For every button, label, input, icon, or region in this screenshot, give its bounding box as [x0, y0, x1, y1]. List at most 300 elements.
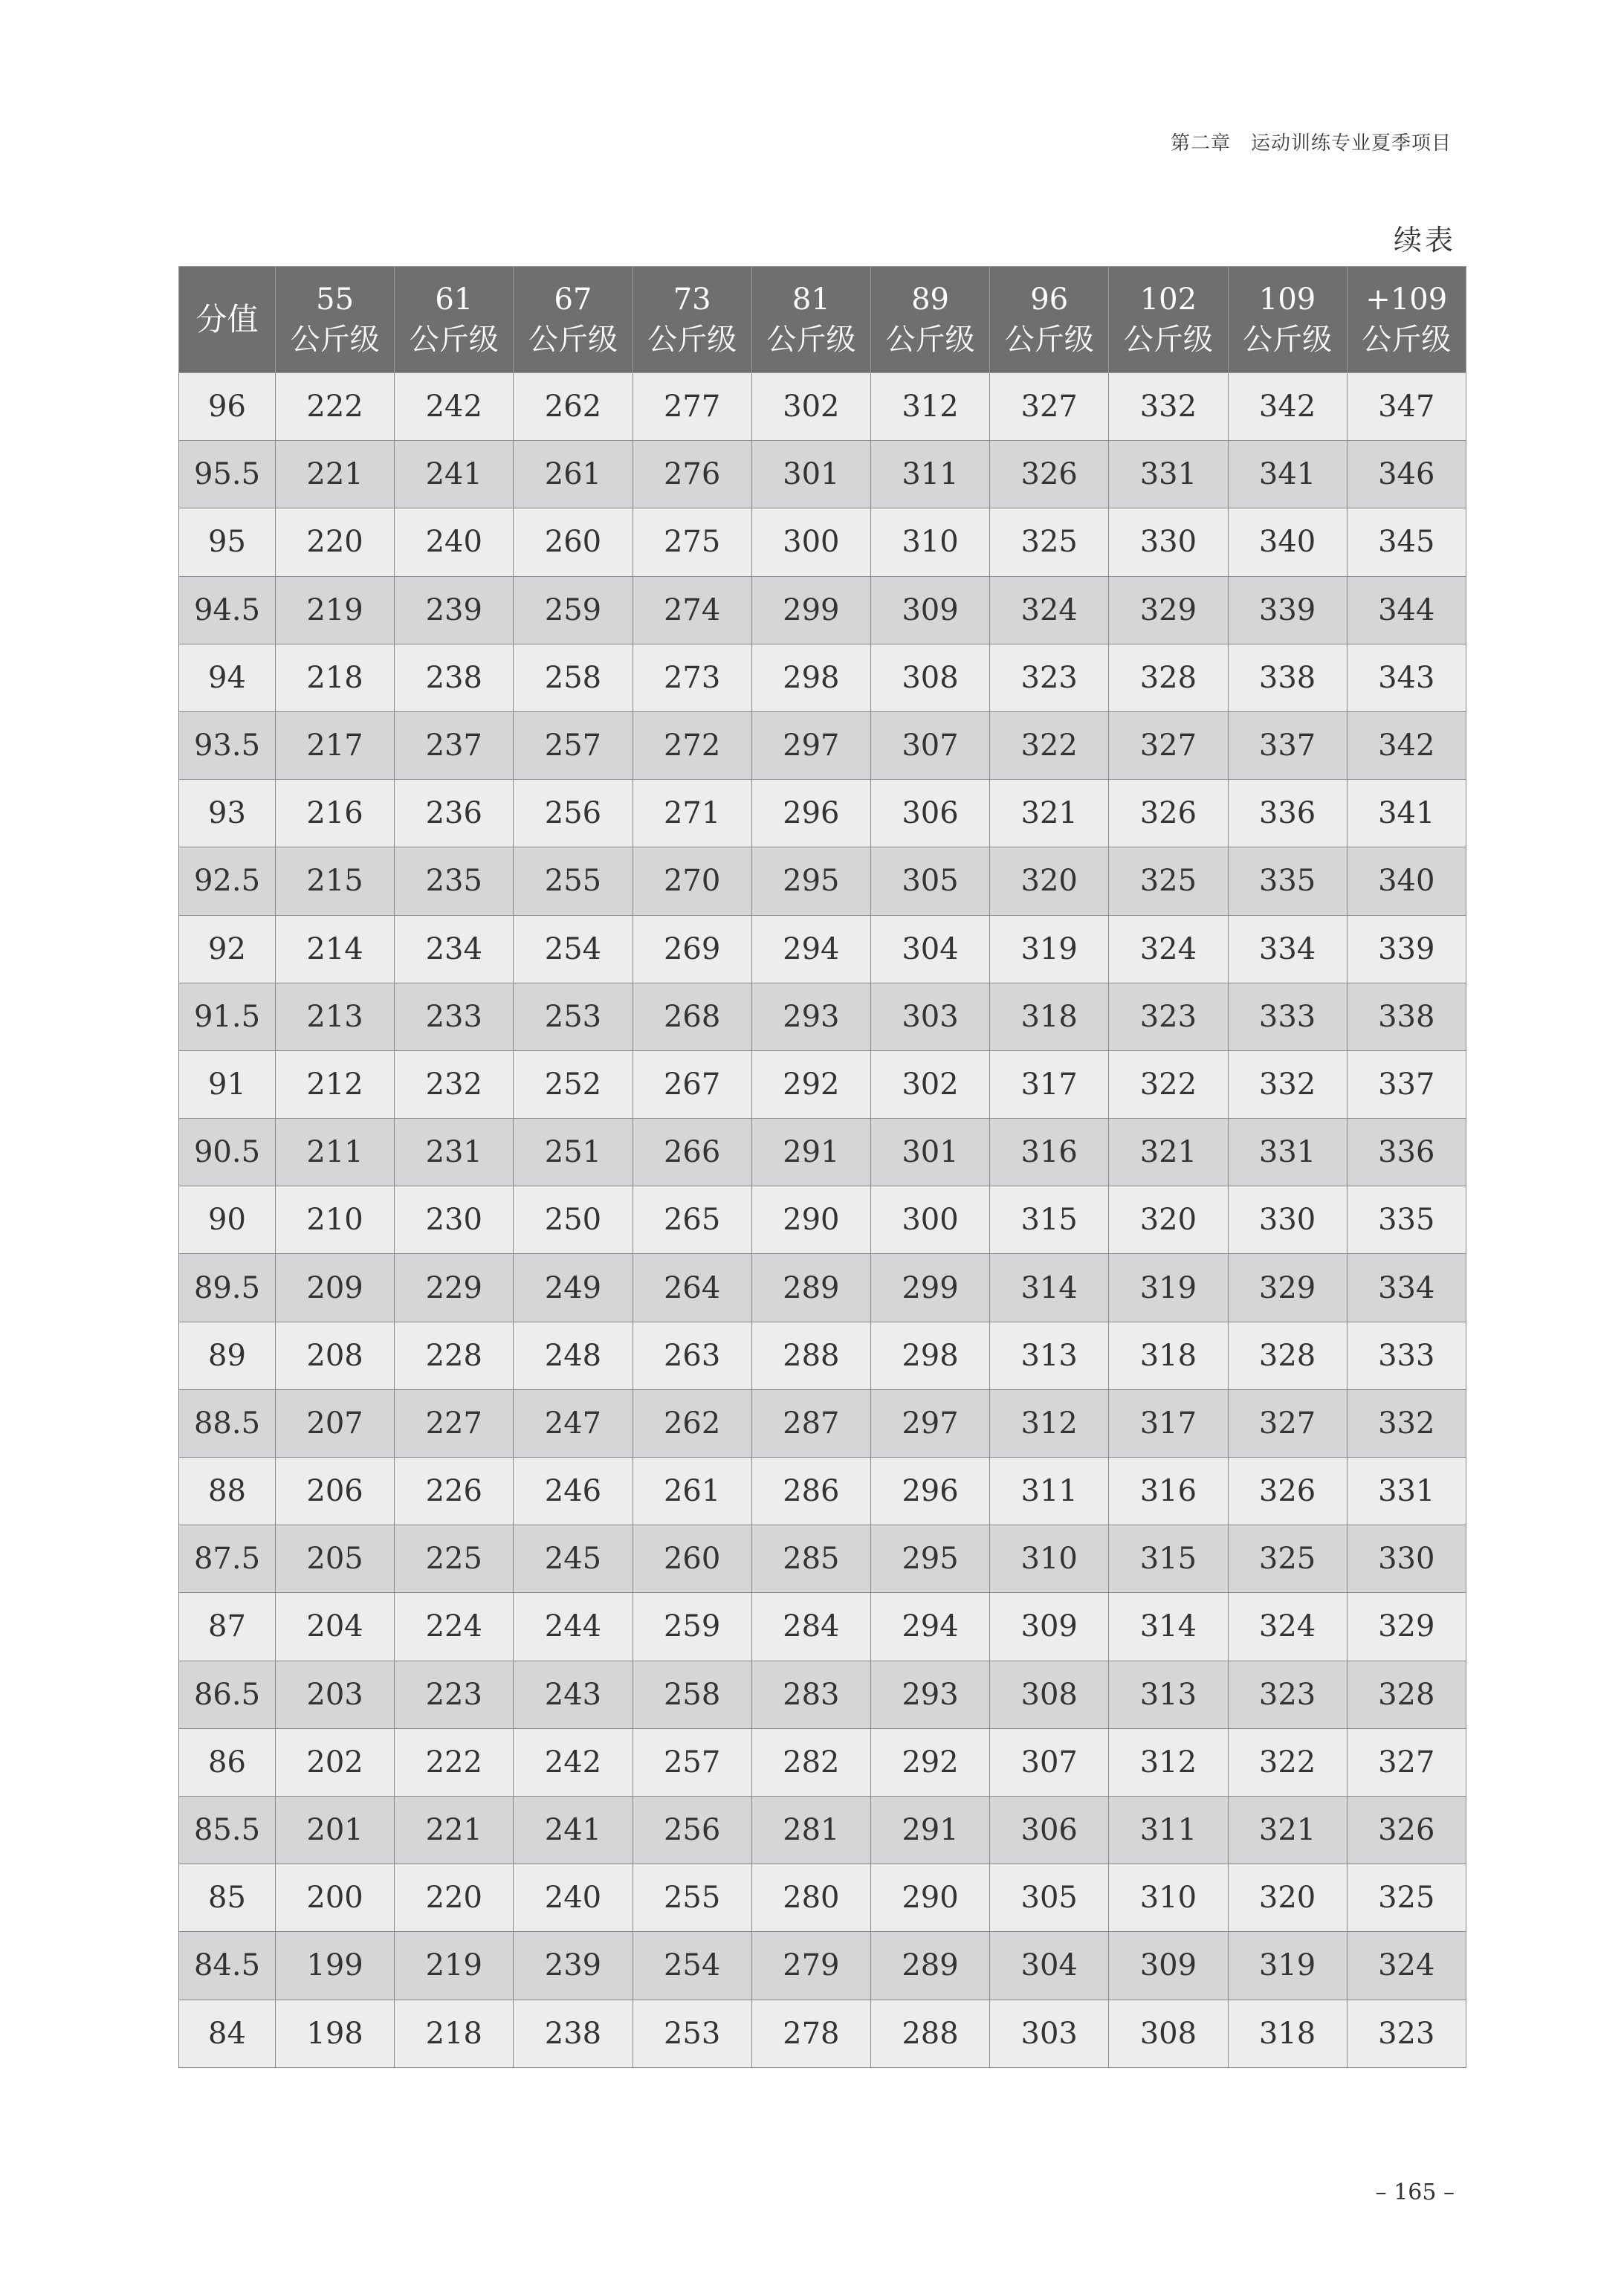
table-row: [179, 711, 1466, 779]
value-cell: 293: [751, 983, 870, 1050]
value-cell: 232: [395, 1050, 514, 1118]
value-cell: 312: [1109, 1728, 1228, 1796]
value-cell: 345: [1347, 508, 1466, 576]
table-row: [179, 508, 1466, 576]
table-row: [179, 1728, 1466, 1796]
value-cell: 331: [1347, 1458, 1466, 1525]
value-cell: 247: [514, 1389, 633, 1457]
value-cell: 321: [1109, 1119, 1228, 1186]
value-cell: 332: [1228, 1050, 1347, 1118]
value-cell: 334: [1347, 1254, 1466, 1322]
value-cell: 219: [395, 1932, 514, 2000]
value-cell: 263: [633, 1322, 751, 1389]
table-header-row: [179, 267, 1466, 373]
value-cell: 295: [751, 847, 870, 915]
value-cell: 242: [395, 373, 514, 441]
value-cell: 324: [1228, 1593, 1347, 1661]
value-cell: 338: [1347, 983, 1466, 1050]
column-unit: 公斤级: [1004, 323, 1094, 357]
value-cell: 320: [1109, 1186, 1228, 1254]
value-cell: 319: [1228, 1932, 1347, 2000]
value-cell: 312: [870, 373, 989, 441]
table-row: [179, 2000, 1466, 2067]
value-cell: 307: [870, 711, 989, 779]
score-cell: 93.5: [179, 711, 276, 779]
value-cell: 261: [514, 441, 633, 508]
value-cell: 326: [990, 441, 1109, 508]
column-weight: +109: [1365, 282, 1448, 317]
value-cell: 327: [1347, 1728, 1466, 1796]
value-cell: 331: [1109, 441, 1228, 508]
value-cell: 202: [276, 1728, 395, 1796]
column-weight: 102: [1139, 282, 1197, 317]
column-weight: 61: [435, 282, 473, 317]
page-number: – 165 –: [1375, 2179, 1455, 2205]
value-cell: 199: [276, 1932, 395, 2000]
value-cell: 277: [633, 373, 751, 441]
value-cell: 269: [633, 915, 751, 983]
value-cell: 243: [514, 1661, 633, 1728]
value-cell: 302: [751, 373, 870, 441]
value-cell: 236: [395, 780, 514, 847]
value-cell: 297: [751, 711, 870, 779]
value-cell: 244: [514, 1593, 633, 1661]
value-cell: 228: [395, 1322, 514, 1389]
value-cell: 306: [990, 1796, 1109, 1864]
value-cell: 319: [990, 915, 1109, 983]
value-cell: 264: [633, 1254, 751, 1322]
value-cell: 309: [870, 576, 989, 644]
value-cell: 301: [751, 441, 870, 508]
score-cell: 88: [179, 1458, 276, 1525]
column-header: [1109, 267, 1228, 373]
table-row: [179, 1525, 1466, 1593]
value-cell: 342: [1347, 711, 1466, 779]
value-cell: 280: [751, 1864, 870, 1932]
table-row: [179, 1322, 1466, 1389]
value-cell: 298: [751, 644, 870, 711]
table-row: [179, 847, 1466, 915]
table-row: [179, 1864, 1466, 1932]
value-cell: 231: [395, 1119, 514, 1186]
value-cell: 283: [751, 1661, 870, 1728]
value-cell: 285: [751, 1525, 870, 1593]
value-cell: 241: [514, 1796, 633, 1864]
table-row: [179, 576, 1466, 644]
value-cell: 289: [751, 1254, 870, 1322]
value-cell: 316: [990, 1119, 1109, 1186]
value-cell: 260: [514, 508, 633, 576]
value-cell: 311: [1109, 1796, 1228, 1864]
score-cell: 95: [179, 508, 276, 576]
value-cell: 291: [751, 1119, 870, 1186]
value-cell: 297: [870, 1389, 989, 1457]
value-cell: 274: [633, 576, 751, 644]
value-cell: 235: [395, 847, 514, 915]
score-cell: 86: [179, 1728, 276, 1796]
value-cell: 220: [276, 508, 395, 576]
column-weight: 109: [1258, 282, 1316, 317]
score-cell: 92.5: [179, 847, 276, 915]
score-cell: 89: [179, 1322, 276, 1389]
value-cell: 329: [1228, 1254, 1347, 1322]
score-cell: 90: [179, 1186, 276, 1254]
value-cell: 315: [990, 1186, 1109, 1254]
column-unit: 公斤级: [1243, 323, 1333, 357]
value-cell: 322: [1109, 1050, 1228, 1118]
score-cell: 85.5: [179, 1796, 276, 1864]
value-cell: 315: [1109, 1525, 1228, 1593]
value-cell: 347: [1347, 373, 1466, 441]
value-cell: 261: [633, 1458, 751, 1525]
score-table: [178, 266, 1466, 2068]
value-cell: 328: [1347, 1661, 1466, 1728]
value-cell: 282: [751, 1728, 870, 1796]
value-cell: 318: [1109, 1322, 1228, 1389]
column-weight: 96: [1030, 282, 1069, 317]
value-cell: 309: [1109, 1932, 1228, 2000]
value-cell: 337: [1347, 1050, 1466, 1118]
score-cell: 87.5: [179, 1525, 276, 1593]
column-weight: 89: [911, 282, 949, 317]
column-header: [276, 267, 395, 373]
value-cell: 335: [1347, 1186, 1466, 1254]
score-cell: 90.5: [179, 1119, 276, 1186]
value-cell: 335: [1228, 847, 1347, 915]
value-cell: 319: [1109, 1254, 1228, 1322]
value-cell: 207: [276, 1389, 395, 1457]
value-cell: 333: [1228, 983, 1347, 1050]
table-row: [179, 1389, 1466, 1457]
value-cell: 275: [633, 508, 751, 576]
value-cell: 310: [990, 1525, 1109, 1593]
value-cell: 218: [395, 2000, 514, 2067]
value-cell: 286: [751, 1458, 870, 1525]
value-cell: 248: [514, 1322, 633, 1389]
value-cell: 306: [870, 780, 989, 847]
value-cell: 240: [395, 508, 514, 576]
value-cell: 316: [1109, 1458, 1228, 1525]
value-cell: 201: [276, 1796, 395, 1864]
column-unit: 公斤级: [409, 323, 499, 357]
column-header: [990, 267, 1109, 373]
value-cell: 339: [1228, 576, 1347, 644]
column-unit: 公斤级: [1362, 323, 1452, 357]
value-cell: 322: [1228, 1728, 1347, 1796]
value-cell: 252: [514, 1050, 633, 1118]
value-cell: 266: [633, 1119, 751, 1186]
value-cell: 260: [633, 1525, 751, 1593]
value-cell: 301: [870, 1119, 989, 1186]
value-cell: 310: [870, 508, 989, 576]
column-unit: 公斤级: [647, 323, 737, 357]
table-row: [179, 915, 1466, 983]
value-cell: 323: [990, 644, 1109, 711]
value-cell: 288: [870, 2000, 989, 2067]
value-cell: 222: [276, 373, 395, 441]
value-cell: 216: [276, 780, 395, 847]
score-cell: 87: [179, 1593, 276, 1661]
value-cell: 302: [870, 1050, 989, 1118]
value-cell: 233: [395, 983, 514, 1050]
value-cell: 225: [395, 1525, 514, 1593]
value-cell: 295: [870, 1525, 989, 1593]
score-cell: 85: [179, 1864, 276, 1932]
value-cell: 294: [751, 915, 870, 983]
value-cell: 309: [990, 1593, 1109, 1661]
value-cell: 237: [395, 711, 514, 779]
value-cell: 290: [870, 1864, 989, 1932]
value-cell: 308: [870, 644, 989, 711]
value-cell: 234: [395, 915, 514, 983]
value-cell: 215: [276, 847, 395, 915]
column-weight: 73: [673, 282, 711, 317]
value-cell: 245: [514, 1525, 633, 1593]
corner-label: 分值: [179, 267, 276, 373]
value-cell: 272: [633, 711, 751, 779]
value-cell: 253: [514, 983, 633, 1050]
value-cell: 238: [514, 2000, 633, 2067]
value-cell: 332: [1347, 1389, 1466, 1457]
value-cell: 330: [1228, 1186, 1347, 1254]
score-cell: 88.5: [179, 1389, 276, 1457]
value-cell: 298: [870, 1322, 989, 1389]
score-cell: 86.5: [179, 1661, 276, 1728]
column-header: [514, 267, 633, 373]
value-cell: 208: [276, 1322, 395, 1389]
table-row: [179, 1050, 1466, 1118]
value-cell: 325: [1347, 1864, 1466, 1932]
value-cell: 324: [990, 576, 1109, 644]
value-cell: 307: [990, 1728, 1109, 1796]
table-row: [179, 1593, 1466, 1661]
value-cell: 305: [990, 1864, 1109, 1932]
value-cell: 317: [1109, 1389, 1228, 1457]
value-cell: 300: [870, 1186, 989, 1254]
value-cell: 246: [514, 1458, 633, 1525]
table-row: [179, 1186, 1466, 1254]
value-cell: 254: [633, 1932, 751, 2000]
value-cell: 287: [751, 1389, 870, 1457]
value-cell: 318: [990, 983, 1109, 1050]
table-row: [179, 441, 1466, 508]
value-cell: 300: [751, 508, 870, 576]
value-cell: 219: [276, 576, 395, 644]
value-cell: 251: [514, 1119, 633, 1186]
value-cell: 213: [276, 983, 395, 1050]
value-cell: 344: [1347, 576, 1466, 644]
value-cell: 323: [1228, 1661, 1347, 1728]
value-cell: 238: [395, 644, 514, 711]
value-cell: 313: [1109, 1661, 1228, 1728]
value-cell: 324: [1109, 915, 1228, 983]
value-cell: 296: [870, 1458, 989, 1525]
table-row: [179, 1932, 1466, 2000]
value-cell: 337: [1228, 711, 1347, 779]
value-cell: 321: [990, 780, 1109, 847]
value-cell: 342: [1228, 373, 1347, 441]
value-cell: 218: [276, 644, 395, 711]
column-unit: 公斤级: [885, 323, 975, 357]
value-cell: 223: [395, 1661, 514, 1728]
value-cell: 304: [990, 1932, 1109, 2000]
value-cell: 320: [1228, 1864, 1347, 1932]
table-row: [179, 1661, 1466, 1728]
value-cell: 256: [514, 780, 633, 847]
column-unit: 公斤级: [290, 323, 380, 357]
value-cell: 229: [395, 1254, 514, 1322]
value-cell: 206: [276, 1458, 395, 1525]
score-cell: 91.5: [179, 983, 276, 1050]
value-cell: 334: [1228, 915, 1347, 983]
column-header: [633, 267, 751, 373]
value-cell: 255: [633, 1864, 751, 1932]
value-cell: 327: [1109, 711, 1228, 779]
value-cell: 291: [870, 1796, 989, 1864]
value-cell: 330: [1347, 1525, 1466, 1593]
value-cell: 292: [870, 1728, 989, 1796]
value-cell: 278: [751, 2000, 870, 2067]
score-cell: 94.5: [179, 576, 276, 644]
value-cell: 284: [751, 1593, 870, 1661]
value-cell: 299: [751, 576, 870, 644]
value-cell: 240: [514, 1864, 633, 1932]
value-cell: 296: [751, 780, 870, 847]
value-cell: 279: [751, 1932, 870, 2000]
value-cell: 222: [395, 1728, 514, 1796]
value-cell: 212: [276, 1050, 395, 1118]
score-cell: 92: [179, 915, 276, 983]
value-cell: 290: [751, 1186, 870, 1254]
value-cell: 343: [1347, 644, 1466, 711]
value-cell: 326: [1109, 780, 1228, 847]
score-cell: 84.5: [179, 1932, 276, 2000]
value-cell: 338: [1228, 644, 1347, 711]
value-cell: 289: [870, 1932, 989, 2000]
value-cell: 214: [276, 915, 395, 983]
value-cell: 205: [276, 1525, 395, 1593]
value-cell: 328: [1109, 644, 1228, 711]
value-cell: 262: [633, 1389, 751, 1457]
table-row: [179, 1458, 1466, 1525]
value-cell: 303: [870, 983, 989, 1050]
value-cell: 257: [514, 711, 633, 779]
score-cell: 89.5: [179, 1254, 276, 1322]
column-header: [870, 267, 989, 373]
value-cell: 221: [276, 441, 395, 508]
value-cell: 325: [1109, 847, 1228, 915]
value-cell: 256: [633, 1796, 751, 1864]
value-cell: 341: [1347, 780, 1466, 847]
table-row: [179, 373, 1466, 441]
column-header: [395, 267, 514, 373]
column-header: [1228, 267, 1347, 373]
value-cell: 224: [395, 1593, 514, 1661]
column-unit: 公斤级: [528, 323, 618, 357]
value-cell: 314: [1109, 1593, 1228, 1661]
value-cell: 288: [751, 1322, 870, 1389]
value-cell: 339: [1347, 915, 1466, 983]
value-cell: 326: [1347, 1796, 1466, 1864]
value-cell: 241: [395, 441, 514, 508]
value-cell: 305: [870, 847, 989, 915]
score-cell: 96: [179, 373, 276, 441]
value-cell: 325: [1228, 1525, 1347, 1593]
value-cell: 312: [990, 1389, 1109, 1457]
value-cell: 340: [1228, 508, 1347, 576]
value-cell: 227: [395, 1389, 514, 1457]
value-cell: 226: [395, 1458, 514, 1525]
value-cell: 271: [633, 780, 751, 847]
score-cell: 95.5: [179, 441, 276, 508]
value-cell: 259: [514, 576, 633, 644]
value-cell: 324: [1347, 1932, 1466, 2000]
value-cell: 211: [276, 1119, 395, 1186]
value-cell: 346: [1347, 441, 1466, 508]
column-header: [1347, 267, 1466, 373]
value-cell: 220: [395, 1864, 514, 1932]
value-cell: 273: [633, 644, 751, 711]
column-header: [751, 267, 870, 373]
value-cell: 336: [1228, 780, 1347, 847]
table-row: [179, 1796, 1466, 1864]
value-cell: 327: [1228, 1389, 1347, 1457]
value-cell: 221: [395, 1796, 514, 1864]
column-weight: 81: [792, 282, 830, 317]
value-cell: 217: [276, 711, 395, 779]
value-cell: 262: [514, 373, 633, 441]
value-cell: 311: [870, 441, 989, 508]
value-cell: 276: [633, 441, 751, 508]
score-cell: 94: [179, 644, 276, 711]
value-cell: 322: [990, 711, 1109, 779]
value-cell: 331: [1228, 1119, 1347, 1186]
score-cell: 84: [179, 2000, 276, 2067]
value-cell: 333: [1347, 1322, 1466, 1389]
value-cell: 323: [1347, 2000, 1466, 2067]
value-cell: 293: [870, 1661, 989, 1728]
value-cell: 332: [1109, 373, 1228, 441]
value-cell: 230: [395, 1186, 514, 1254]
value-cell: 330: [1109, 508, 1228, 576]
value-cell: 325: [990, 508, 1109, 576]
value-cell: 321: [1228, 1796, 1347, 1864]
value-cell: 310: [1109, 1864, 1228, 1932]
value-cell: 329: [1109, 576, 1228, 644]
value-cell: 323: [1109, 983, 1228, 1050]
value-cell: 313: [990, 1322, 1109, 1389]
value-cell: 259: [633, 1593, 751, 1661]
column-unit: 公斤级: [766, 323, 856, 357]
value-cell: 257: [633, 1728, 751, 1796]
value-cell: 198: [276, 2000, 395, 2067]
value-cell: 341: [1228, 441, 1347, 508]
value-cell: 281: [751, 1796, 870, 1864]
value-cell: 308: [990, 1661, 1109, 1728]
value-cell: 267: [633, 1050, 751, 1118]
value-cell: 239: [514, 1932, 633, 2000]
column-weight: 55: [316, 282, 355, 317]
value-cell: 311: [990, 1458, 1109, 1525]
value-cell: 250: [514, 1186, 633, 1254]
value-cell: 265: [633, 1186, 751, 1254]
value-cell: 242: [514, 1728, 633, 1796]
score-cell: 91: [179, 1050, 276, 1118]
value-cell: 294: [870, 1593, 989, 1661]
value-cell: 317: [990, 1050, 1109, 1118]
table-body: [179, 373, 1466, 2068]
value-cell: 204: [276, 1593, 395, 1661]
